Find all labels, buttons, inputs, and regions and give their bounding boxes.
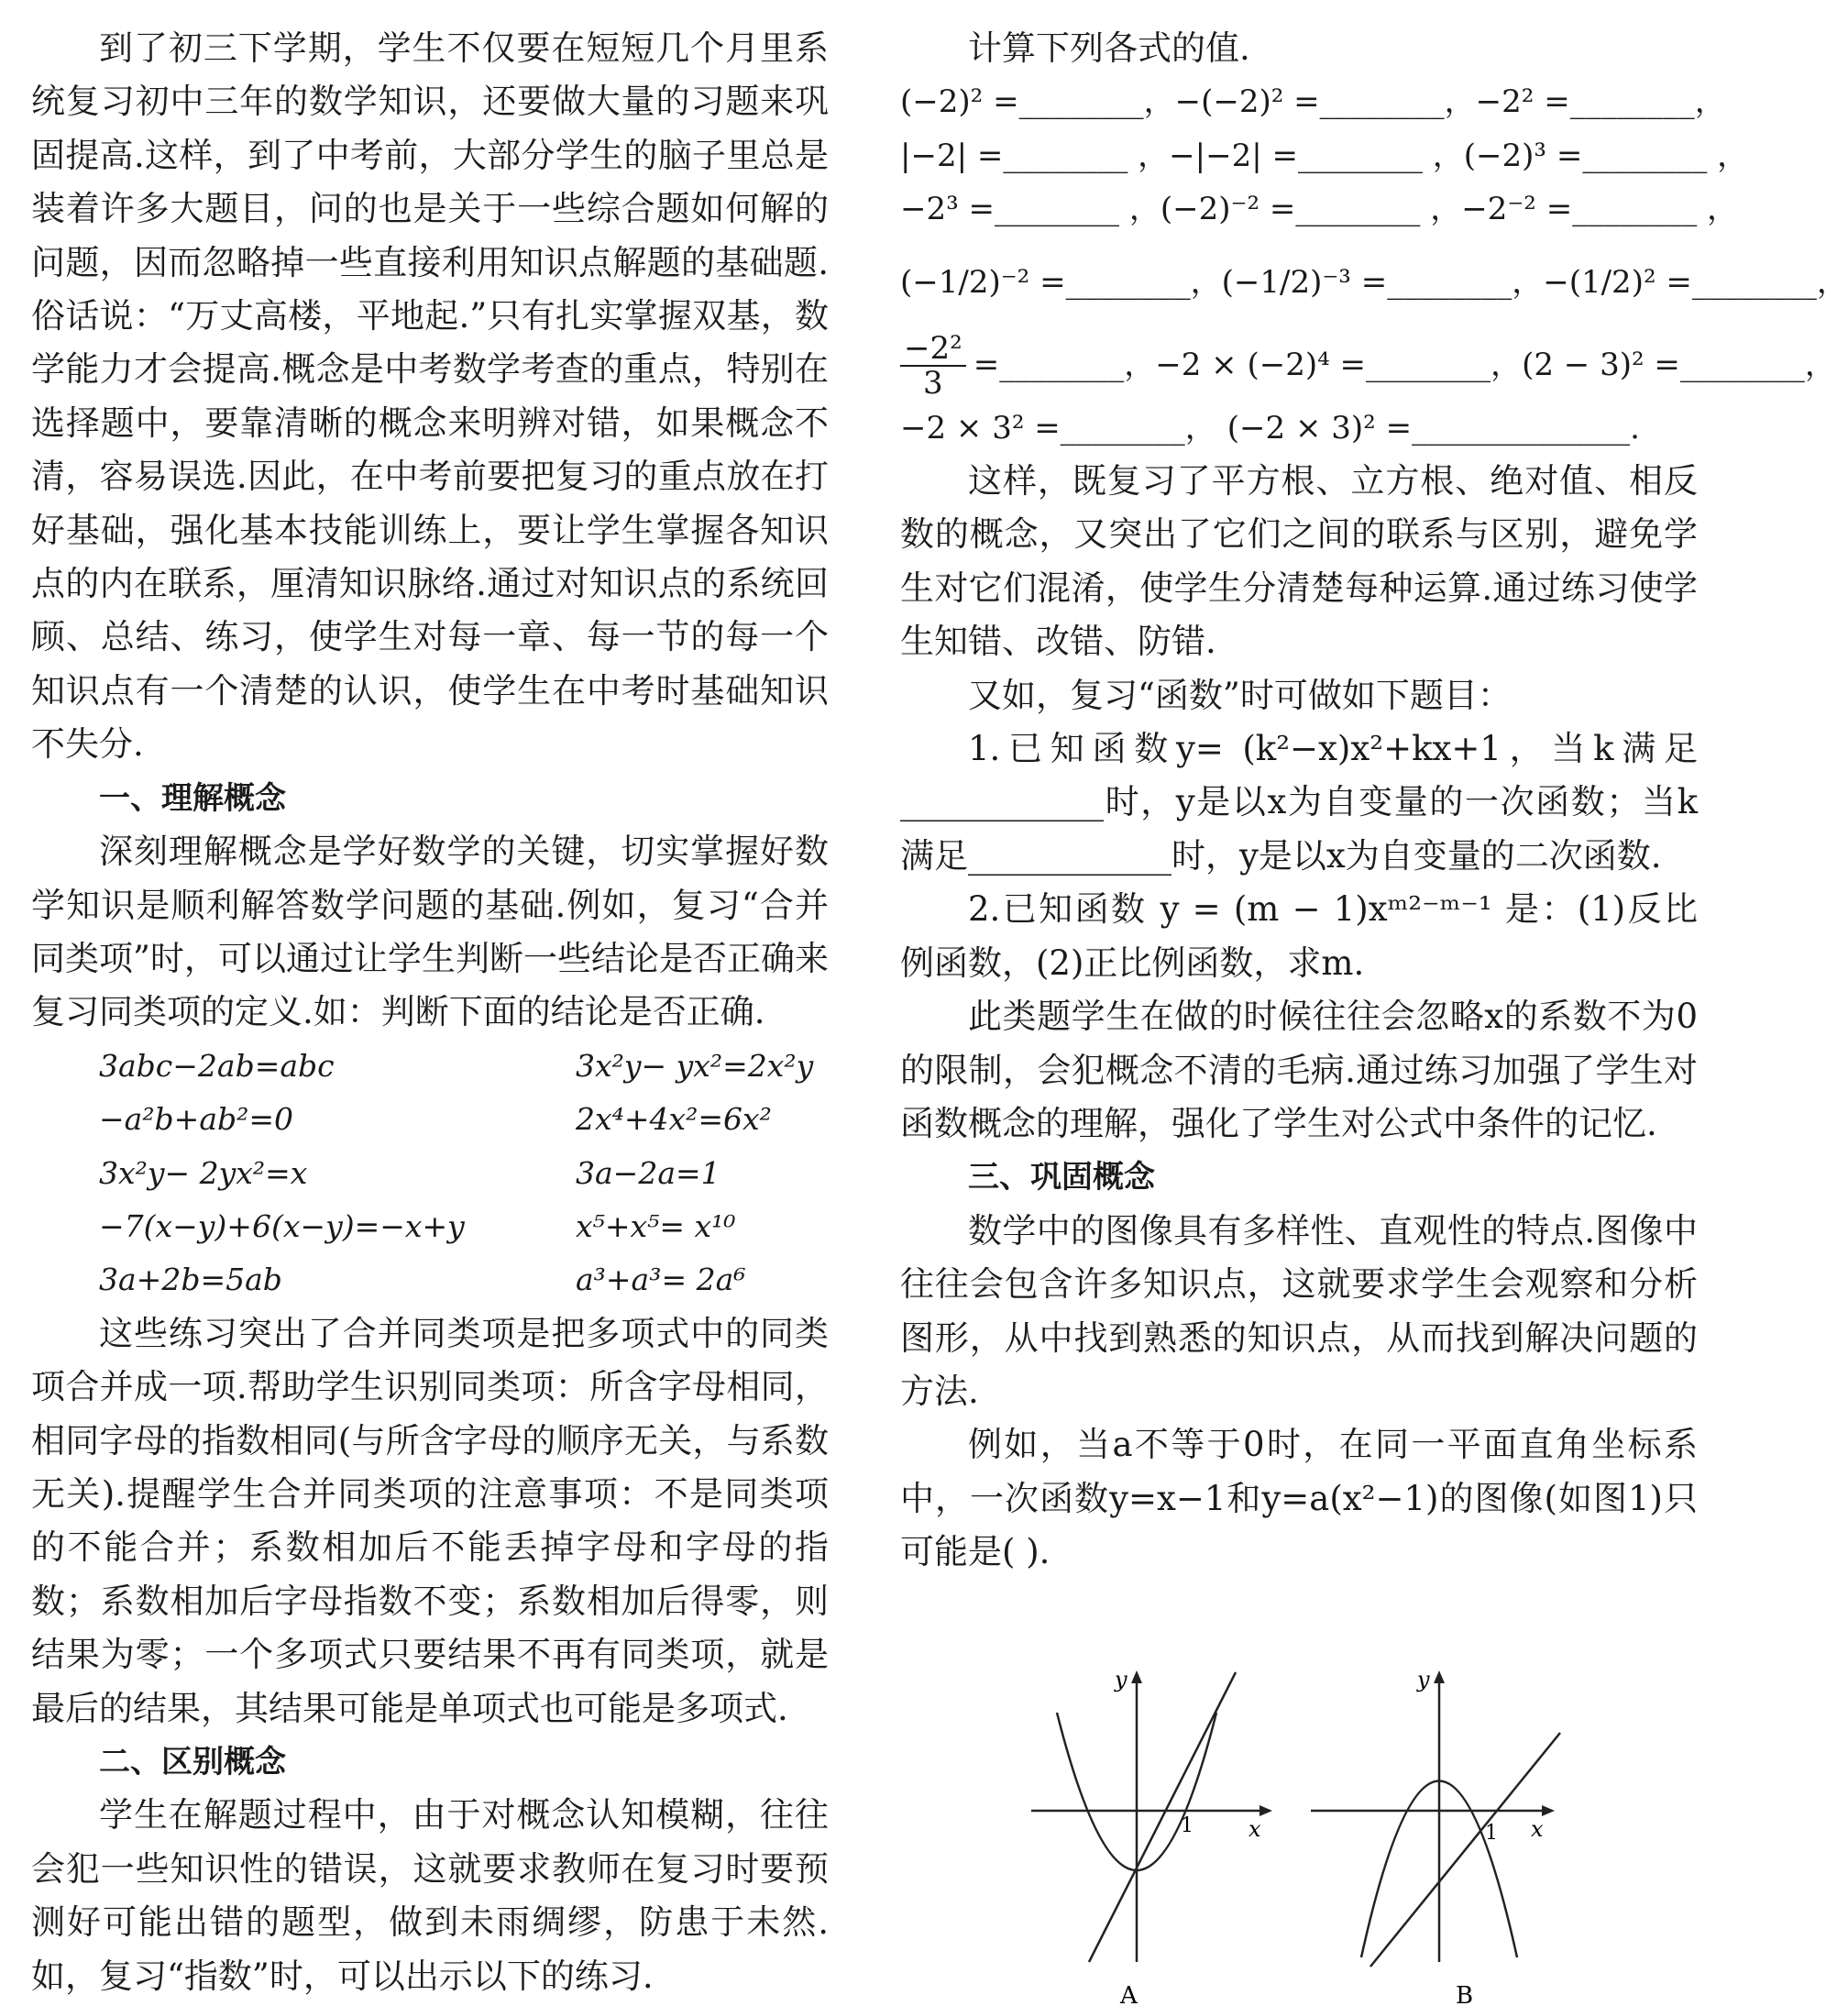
after-calc-paragraph: 这样，既复习了平方根、立方根、绝对值、相反数的概念，又突出了它们之间的联系与区别，避免学生对它们混淆，使学生分清楚每种运算.通过练习使学生知错、改错、防错. — [900, 461, 1698, 662]
exponent-exercise: −2⁻² =________ ， — [1461, 191, 1739, 228]
figure-1-graphs — [1008, 1659, 1595, 2006]
exercise-item: −7(x−y)+6(x−y)=−x+y — [99, 1207, 465, 1244]
function-question-1: 1.已知函数y= (k²−x)x²+kx+1，当k满足____________时，y是以x为自变量的一次函数；当k满足____________时，y是以x为自变量的二次函数. — [900, 729, 1698, 876]
left-column — [31, 22, 829, 2003]
exercise-item: a³+a³= 2a⁶ — [576, 1262, 746, 1298]
exponent-exercise: −|−2| =________ ， — [1169, 137, 1464, 174]
exponent-exercise-row — [900, 329, 1836, 402]
function-question-2: 2.已知函数 y = (m − 1)xᵐ²⁻ᵐ⁻¹ 是：(1)反比例函数，(2)正比例函数，求m. — [900, 889, 1698, 983]
exponent-exercise: (−2)³ =________ ， — [1463, 137, 1749, 174]
exponent-exercise: (−2 × 3)² =______________. — [1226, 409, 1640, 446]
exercise-item: 3x²y− 2yx²=x — [99, 1154, 308, 1191]
fraction-denominator: 3 — [923, 364, 943, 402]
exponent-exercise: −2 × 3² =________， — [900, 409, 1216, 446]
exponent-exercise-row — [900, 75, 1726, 128]
graph-b-y-arrow — [1434, 1670, 1445, 1683]
section-heading-understand-concepts: 一、理解概念 — [99, 779, 286, 817]
graph-b-caption: B — [1456, 1982, 1474, 2006]
exponent-exercise: (−2)⁻² =________ ， — [1160, 191, 1462, 228]
exponent-exercise: (2 − 3)² =________， — [1522, 347, 1836, 384]
understand-concepts-paragraph: 深刻理解概念是学好数学的关键，切实掌握好数学知识是顺利解答数学问题的基础.例如，复习“合并同类项”时，可以通过让学生判断一些结论是否正确来复习同类项的定义.如：判断下面的结论是否正确. — [31, 832, 829, 1032]
intro-paragraph: 到了初三下学期，学生不仅要在短短几个月里系统复习初中三年的数学知识，还要做大量的习题来巩固提高.这样，到了中考前，大部分学生的脑子里总是装着许多大题目，问的也是关于一些综合题如何解的问题，因而忽略掉一些直接利用知识点解题的基础题.俗话说：“万丈高楼，平地起.”只有扎实掌握双基，数学能力才会提高.概念是中考数学考查的重点，特别在选择题中，要靠清晰的概念来明辨对错，如果概念不清，容易误选.因此，在中考前要把复习的重点放在打好基础，强化基本技能训练上，要让学生掌握各知识点的内在联系，厘清知识脉络.通过对知识点的系统回顾、总结、练习，使学生对每一章、每一节的每一个知识点有一个清楚的认识，使学生在中考时基础知识不失分. — [31, 28, 829, 765]
after-function-paragraph: 此类题学生在做的时候往往会忽略x的系数不为0的限制，会犯概念不清的毛病.通过练习加强了学生对函数概念的理解，强化了学生对公式中条件的记忆. — [900, 997, 1698, 1143]
exponent-exercise: −(1/2)² =________， — [1543, 264, 1848, 302]
graph-a — [1031, 1667, 1272, 2006]
graph-a-y-arrow — [1131, 1670, 1142, 1683]
consolidate-concepts-paragraph: 数学中的图像具有多样性、直观性的特点.图像中往往会包含许多知识点，这就要求学生会观察和分析图形，从中找到熟悉的知识点，从而找到解决问题的方法. — [900, 1210, 1698, 1411]
exercise-item: −a²b+ab²=0 — [99, 1101, 294, 1138]
exponent-exercise-row — [900, 129, 1749, 182]
section-heading-distinguish-concepts: 二、区别概念 — [99, 1744, 286, 1780]
function-intro: 又如，复习“函数”时可做如下题目： — [968, 675, 1512, 715]
exponent-exercise-row-fractions — [900, 237, 1848, 330]
graph-b-x-arrow — [1542, 1805, 1555, 1816]
exponent-exercise-row — [900, 402, 1698, 455]
graph-a-x-arrow — [1260, 1805, 1272, 1816]
exponent-exercise: −(−2)² =________， — [1174, 83, 1476, 121]
fraction-exercise — [900, 329, 1156, 402]
graph-question-paragraph: 例如，当a不等于0时，在同一平面直角坐标系中，一次函数y=x−1和y=a(x²−1)的图像(如图1)只可能是( ). — [900, 1425, 1698, 1572]
graph-b-y-label: y — [1417, 1667, 1430, 1692]
graph-a-line — [1089, 1672, 1236, 1962]
fraction-numerator: −2² — [900, 332, 966, 367]
exponent-exercise: |−2| =________ ， — [900, 137, 1170, 174]
exponent-exercise: (−1/2)⁻² =________， — [900, 264, 1222, 302]
exponent-exercise-row — [900, 182, 1739, 236]
graph-a-one-label: 1 — [1181, 1814, 1194, 1837]
graph-a-y-label: y — [1115, 1667, 1128, 1692]
calc-intro: 计算下列各式的值. — [968, 28, 1250, 68]
exercise-item: 3a−2a=1 — [576, 1154, 720, 1191]
distinguish-concepts-paragraph: 学生在解题过程中，由于对概念认知模糊，往往会犯一些知识性的错误，这就要求教师在复习时要预测好可能出错的题型，做到未雨绸缪，防患于未然.如，复习“指数”时，可以出示以下的练习. — [31, 1795, 829, 1996]
graph-a-caption: A — [1120, 1982, 1138, 2006]
fraction-answer-blank: =________， — [973, 347, 1156, 384]
exercise-item: 3abc−2ab=abc — [99, 1047, 335, 1084]
graph-a-x-label: x — [1248, 1816, 1261, 1842]
graph-b-one-label: 1 — [1485, 1822, 1498, 1845]
graph-b-line — [1370, 1733, 1560, 1967]
like-terms-explanation-paragraph: 这些练习突出了合并同类项是把多项式中的同类项合并成一项.帮助学生识别同类项：所含字母相同，相同字母的指数相同(与所含字母的顺序无关，与系数无关).提醒学生合并同类项的注意事项：不是同类项的不能合并；系数相加后不能丢掉字母和字母的指数；系数相加后字母指数不变；系数相加后得零，则结果为零；一个多项式只要结果不再有同类项，就是最后的结果，其结果可能是单项式也可能是多项式. — [31, 1313, 829, 1728]
graph-b — [1311, 1667, 1560, 2006]
exponent-exercise: (−1/2)⁻³ =________， — [1221, 264, 1544, 302]
right-column — [900, 22, 1848, 1580]
exponent-exercise: −2 × (−2)⁴ =________， — [1155, 347, 1523, 384]
graph-b-x-label: x — [1531, 1816, 1544, 1842]
exponent-exercise: (−2)² =________， — [900, 83, 1175, 121]
exercise-item: 3x²y− yx²=2x²y — [576, 1047, 814, 1084]
exercise-item: 3a+2b=5ab — [99, 1262, 282, 1298]
like-terms-exercise-list — [31, 1040, 829, 1307]
exponent-exercise: −2² =________， — [1475, 83, 1726, 121]
section-heading-consolidate-concepts: 三、巩固概念 — [968, 1159, 1155, 1196]
exponent-exercise: −2³ =________ ， — [900, 191, 1160, 228]
exercise-item: x⁵+x⁵= x¹⁰ — [576, 1207, 736, 1244]
exercise-item: 2x⁴+4x²=6x² — [576, 1101, 772, 1138]
